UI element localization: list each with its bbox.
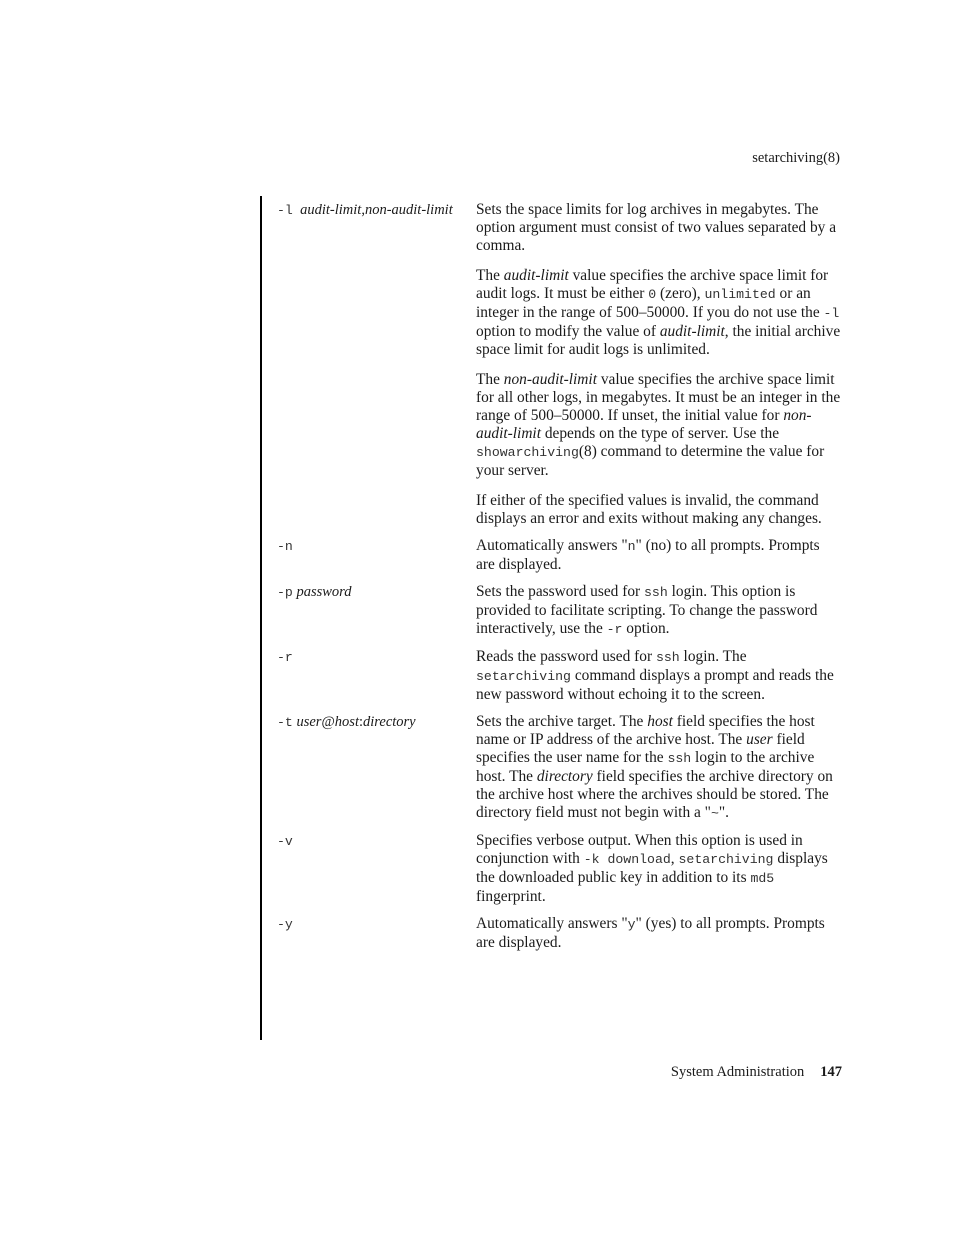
code: showarchiving	[476, 445, 579, 460]
options-list	[277, 201, 843, 961]
option-n	[277, 537, 843, 574]
text: Sets the password used for	[476, 583, 644, 600]
italic-term: user	[746, 731, 773, 748]
arg-audit-limit: audit-limit	[300, 202, 362, 218]
text: depends on the type of server. Use the	[540, 425, 780, 442]
option-l-description	[476, 201, 842, 528]
text: , the initial archive space limit for audit logs is unlimited.	[476, 323, 841, 358]
option-n-description	[476, 537, 842, 574]
option-p-description	[476, 583, 842, 639]
text: The	[476, 267, 504, 284]
option-p	[277, 583, 843, 639]
italic-term: non-audit-limit	[476, 407, 812, 442]
arg-user: user	[296, 714, 322, 730]
option-l-para-1: Sets the space limits for log archives in megabytes. The option argument must consist of two values separated by a comma.	[476, 201, 837, 254]
option-y-term	[277, 915, 476, 934]
arg-directory: directory	[363, 714, 416, 730]
code: ssh	[644, 585, 668, 600]
text: Reads the password used for	[476, 648, 656, 665]
footer-title: System Administration	[670, 1064, 805, 1080]
italic-term: host	[647, 713, 673, 730]
flag-v: -v	[277, 834, 293, 849]
code: -l	[823, 306, 840, 321]
text: option to modify the value of	[476, 323, 660, 340]
text: ,	[670, 850, 679, 867]
option-r	[277, 648, 843, 704]
text: login. This option is provided to facilitate scripting. To change the password interactively, use the	[476, 583, 818, 637]
text: Automatically answers "	[476, 537, 628, 554]
code: -r	[606, 622, 623, 637]
option-y	[277, 915, 843, 952]
code: setarchiving	[476, 669, 571, 684]
text: ".	[718, 804, 730, 821]
option-l-term	[277, 201, 476, 220]
option-r-description	[476, 648, 842, 704]
option-y-description	[476, 915, 842, 952]
text: displays the downloaded public key in addition to its	[476, 850, 828, 886]
option-t-description	[476, 713, 842, 823]
option-r-term	[277, 648, 476, 667]
option-v-description	[476, 832, 842, 906]
flag-n: -n	[277, 539, 293, 554]
running-head: setarchiving(8)	[752, 150, 840, 166]
flag-l: -l	[277, 203, 293, 218]
code: ~	[710, 806, 719, 821]
text: " (yes) to all prompts. Prompts are displayed.	[476, 915, 825, 951]
text: value specifies the archive space limit for audit logs. It must be either	[476, 267, 829, 302]
text: login. The	[679, 648, 747, 665]
arg-separator: ,	[361, 202, 365, 218]
page-number: 147	[820, 1064, 842, 1080]
text: or an integer in the range of 500–50000. If you do not use the	[476, 285, 824, 321]
text: field specifies the archive directory on the archive host where the archives should be stored. The directory field must not begin with a "	[476, 768, 833, 821]
code: n	[627, 539, 636, 554]
arg-at: @	[321, 714, 335, 730]
arg-colon: :	[358, 714, 363, 730]
code: ssh	[655, 650, 680, 665]
text: field specifies the user name for the	[476, 731, 805, 766]
text: Automatically answers "	[476, 915, 628, 932]
code: y	[627, 917, 636, 932]
italic-term: non-audit-limit	[503, 371, 597, 388]
code: -k download	[583, 852, 671, 867]
flag-r: -r	[277, 650, 293, 665]
italic-term: audit-limit	[503, 267, 569, 284]
option-v	[277, 832, 843, 906]
code: 0	[648, 287, 657, 302]
option-t	[277, 713, 843, 823]
page-footer	[671, 1064, 842, 1081]
text: option.	[622, 620, 670, 637]
flag-p: -p	[277, 585, 293, 600]
code: md5	[750, 871, 775, 886]
code: ssh	[667, 751, 692, 766]
change-bar	[260, 196, 262, 1040]
text: " (no) to all prompts. Prompts are displayed.	[476, 537, 820, 573]
option-t-term	[277, 713, 476, 732]
text: command displays a prompt and reads the new password without echoing it to the screen.	[476, 667, 834, 703]
option-l-para-3	[476, 371, 842, 480]
option-l	[277, 201, 843, 528]
text: (8) command to determine the value for your server.	[476, 443, 825, 479]
option-n-term	[277, 537, 476, 556]
text: The	[476, 371, 504, 388]
flag-y: -y	[277, 917, 293, 932]
text: login to the archive host. The	[476, 749, 815, 785]
arg-password: password	[296, 584, 352, 600]
text: Sets the archive target. The	[476, 713, 648, 730]
option-l-para-4: If either of the specified values is invalid, the command displays an error and exits without making any changes.	[476, 492, 822, 527]
text: value specifies the archive space limit for all other logs, in megabytes. It must be an integer in the range of 500–50000. If unset, the initial value for	[476, 371, 841, 424]
text: Specifies verbose output. When this option is used in conjunction with	[476, 832, 803, 867]
text: (zero),	[656, 285, 705, 302]
text: field specifies the host name or IP address of the archive host. The	[476, 713, 815, 748]
flag-t: -t	[277, 715, 293, 730]
code: unlimited	[704, 287, 776, 302]
code: setarchiving	[678, 852, 774, 867]
text: fingerprint.	[476, 888, 546, 905]
italic-term: directory	[536, 768, 593, 785]
option-p-term	[277, 583, 476, 602]
arg-non-audit-limit: non-audit-limit	[364, 202, 453, 218]
option-l-para-2	[476, 267, 842, 359]
italic-term: audit-limit	[659, 323, 725, 340]
arg-host: host	[334, 714, 359, 730]
option-v-term	[277, 832, 476, 851]
